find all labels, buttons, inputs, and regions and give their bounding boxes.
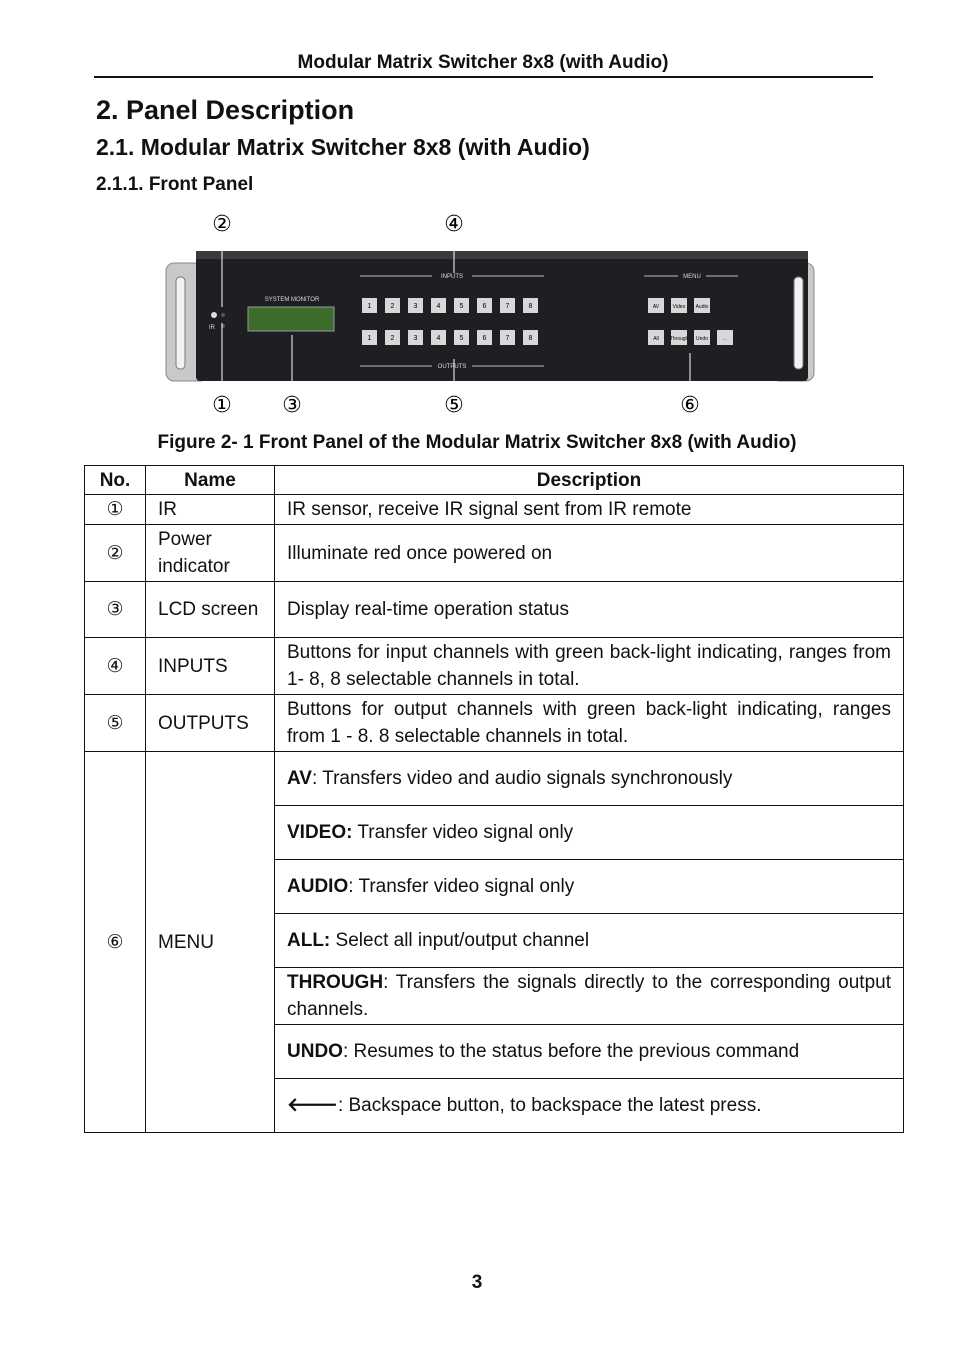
svg-text:AV: AV [652,304,660,310]
svg-text:6: 6 [482,303,487,310]
row-description: Buttons for output channels with green back-light indicating, ranges from 1 - 8. 8 selectable channels in total. [275,695,904,752]
menu-item-audio [275,860,904,914]
menu-text: Transfer video signal only [352,822,574,843]
menu-term: THROUGH [287,972,384,993]
ir-label: IR [209,325,215,331]
svg-text:8: 8 [528,303,533,310]
row-number: ④ [85,638,146,695]
header-description: Description [275,466,904,495]
inputs-label: INPUTS [440,274,464,280]
row-number: ⑥ [85,752,146,1133]
svg-text:←: ← [722,336,728,342]
menu-term: UNDO [287,1041,343,1062]
svg-text:Undo: Undo [696,336,708,342]
menu-text: : Transfer video signal only [348,876,575,897]
table-row [85,638,904,695]
svg-text:Through: Through [669,336,689,342]
menu-text: : Transfers the signals directly to the corresponding output channels. [287,972,891,1020]
svg-text:2: 2 [390,303,395,310]
figure-caption: Figure 2- 1 Front Panel of the Modular Matrix Switcher 8x8 (with Audio) [157,432,797,453]
menu-item-backspace [275,1079,904,1133]
callout-1: ① [212,393,232,418]
back-arrow-icon: 🡐 [287,1094,338,1116]
system-monitor-label: SYSTEM MONITOR [264,297,320,303]
header-no: No. [85,466,146,495]
lcd-screen [248,307,334,331]
svg-text:3: 3 [413,303,418,310]
menu-item-video [275,806,904,860]
menu-item-all [275,914,904,968]
header-name: Name [146,466,275,495]
svg-text:4: 4 [436,303,441,310]
row-name: MENU [146,752,275,1133]
power-indicator-icon [211,312,217,318]
svg-text:7: 7 [505,335,510,342]
svg-text:Video: Video [672,304,686,310]
table-row [85,695,904,752]
svg-text:3: 3 [413,335,418,342]
menu-item-undo [275,1025,904,1079]
svg-text:7: 7 [505,303,510,310]
front-panel-figure [160,207,820,422]
svg-text:Audio: Audio [695,304,709,310]
row-number: ② [85,525,146,582]
header-rule [94,76,873,78]
callout-5: ⑤ [444,393,464,418]
menu-item-through [275,968,904,1025]
svg-text:1: 1 [367,303,372,310]
menu-item-av [275,752,904,806]
table-row [85,495,904,525]
row-number: ⑤ [85,695,146,752]
menu-term: AV [287,768,312,789]
menu-term: VIDEO: [287,822,353,843]
row-name: OUTPUTS [146,695,275,752]
svg-text:5: 5 [459,335,464,342]
row-description: Buttons for input channels with green back-light indicating, ranges from 1- 8, 8 selectable channels in total. [275,638,904,695]
handle-right [794,277,803,369]
row-description: IR sensor, receive IR signal sent from IR remote [275,495,904,525]
handle-left [176,277,185,369]
table-row [85,582,904,638]
svg-text:4: 4 [436,335,441,342]
callout-4: ④ [444,212,464,237]
menu-text: Select all input/output channel [330,930,590,951]
section-heading: 2. Panel Description [96,95,355,125]
page-number: 3 [471,1272,483,1293]
callout-6: ⑥ [680,393,700,418]
table-header-row [85,466,904,495]
svg-text:1: 1 [367,335,372,342]
svg-text:5: 5 [459,303,464,310]
svg-text:6: 6 [482,335,487,342]
row-name: LCD screen [146,582,275,638]
subsection-heading: 2.1. Modular Matrix Switcher 8x8 (with Audio) [96,134,590,160]
row-description: Display real-time operation status [275,582,904,638]
menu-term: AUDIO [287,876,349,897]
svg-text:2: 2 [390,335,395,342]
svg-text:All: All [653,336,659,342]
menu-term: ALL: [287,930,331,951]
row-name: INPUTS [146,638,275,695]
subsubsection-heading: 2.1.1. Front Panel [96,174,254,195]
menu-row [85,752,904,806]
table-row [85,525,904,582]
row-name: Power indicator [146,525,275,582]
panel-description-table [84,465,904,1133]
menu-text: : Transfers video and audio signals synchronously [311,768,733,789]
menu-label: MENU [683,274,701,280]
callout-3: ③ [282,393,302,418]
running-header: Modular Matrix Switcher 8x8 (with Audio) [297,52,669,73]
svg-text:8: 8 [528,335,533,342]
row-description: Illuminate red once powered on [275,525,904,582]
row-number: ① [85,495,146,525]
outputs-label: OUTPUTS [437,364,467,370]
callout-2: ② [212,212,232,237]
menu-text: : Resumes to the status before the previous command [342,1041,800,1062]
row-number: ③ [85,582,146,638]
row-name: IR [146,495,275,525]
menu-text: : Backspace button, to backspace the latest press. [337,1095,762,1116]
